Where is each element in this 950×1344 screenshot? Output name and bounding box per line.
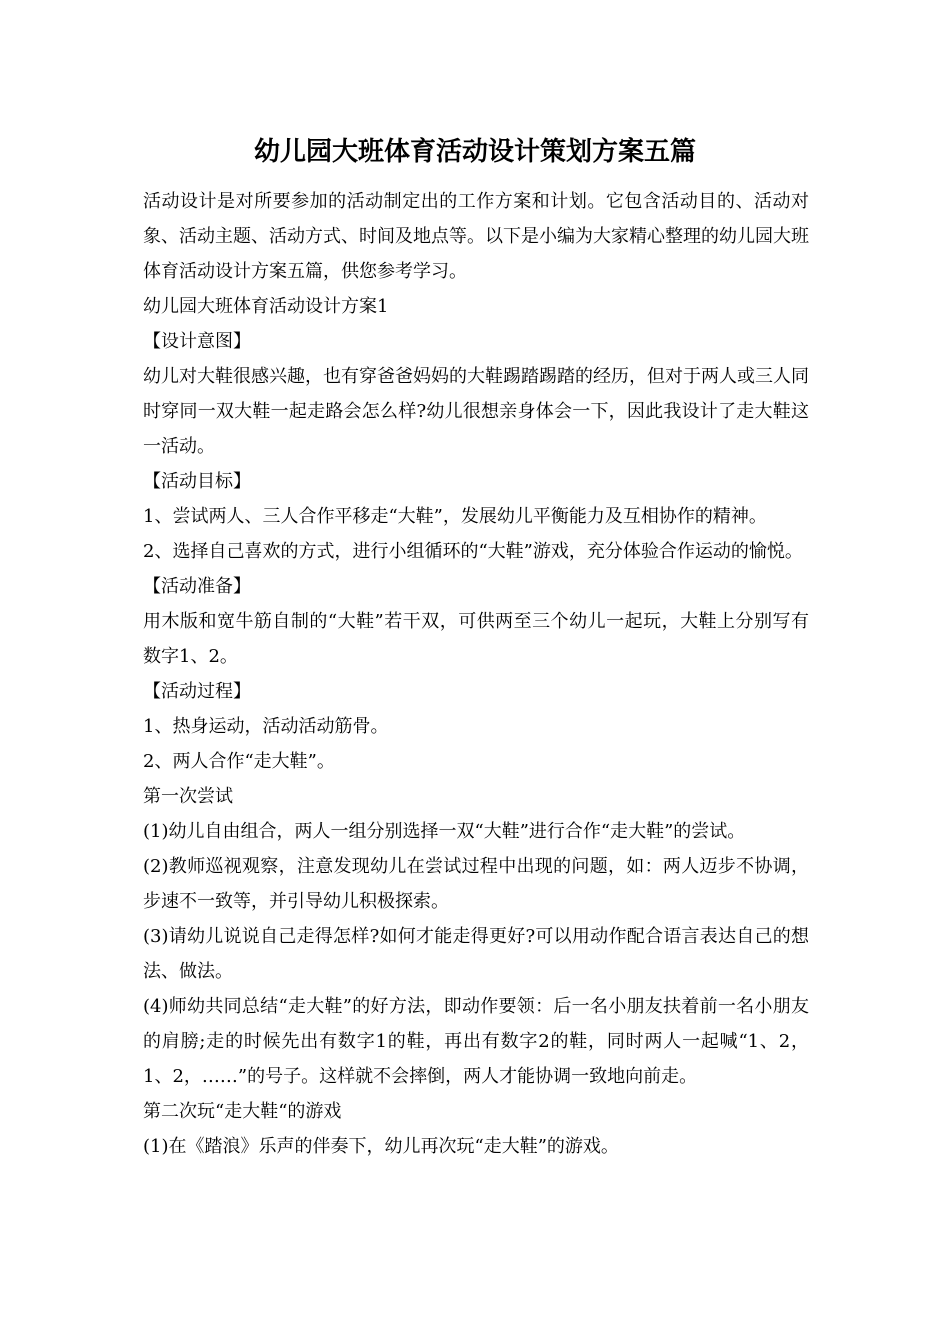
subheading-second-game: 第二次玩“走大鞋“的游戏 (143, 1101, 342, 1122)
document-title: 幼儿园大班体育活动设计策划方案五篇 (253, 137, 696, 167)
paragraph-preparation: 用木版和宽牛筋自制的“大鞋”若干双，可供两至三个幼儿一起玩，大鞋上分别写有数字1、2。 (143, 611, 809, 667)
attempt-item-2: (2)教师巡视观察，注意发现幼儿在尝试过程中出现的问题，如：两人迈步不协调，步速不一致等，并引导幼儿积极探索。 (143, 856, 809, 912)
heading-activity-goals: 【活动目标】 (143, 471, 251, 492)
process-step-1: 1、热身运动，活动活动筋骨。 (143, 716, 389, 737)
heading-activity-process: 【活动过程】 (143, 681, 251, 702)
second-game-item-1: (1)在《踏浪》乐声的伴奏下，幼儿再次玩“走大鞋”的游戏。 (143, 1136, 619, 1157)
heading-activity-preparation: 【活动准备】 (143, 576, 251, 597)
section-heading-plan-1: 幼儿园大班体育活动设计方案1 (143, 296, 389, 317)
goal-item-1: 1、尝试两人、三人合作平移走“大鞋”，发展幼儿平衡能力及互相协作的精神。 (143, 506, 767, 527)
attempt-item-3: (3)请幼儿说说自己走得怎样?如何才能走得更好?可以用动作配合语言表达自己的想法、做法。 (143, 926, 809, 982)
intro-paragraph: 活动设计是对所要参加的活动制定出的工作方案和计划。它包含活动目的、活动对象、活动主题、活动方式、时间及地点等。以下是小编为大家精心整理的幼儿园大班体育活动设计方案五篇，供您参考学习。 (143, 191, 809, 282)
attempt-item-4: (4)师幼共同总结“走大鞋”的好方法，即动作要领：后一名小朋友扶着前一名小朋友的肩膀;走的时候先出有数字1的鞋，再出有数字2的鞋，同时两人一起喊“1、2，1、2，……”的号子。这样就不会摔倒，两人才能协调一致地向前走。 (143, 996, 809, 1087)
document-body (143, 184, 809, 1164)
heading-design-intent: 【设计意图】 (143, 331, 251, 352)
process-step-2: 2、两人合作“走大鞋”。 (143, 751, 335, 772)
attempt-item-1: (1)幼儿自由组合，两人一组分别选择一双“大鞋”进行合作“走大鞋”的尝试。 (143, 821, 746, 842)
subheading-first-attempt: 第一次尝试 (143, 786, 233, 807)
paragraph-design-intent: 幼儿对大鞋很感兴趣，也有穿爸爸妈妈的大鞋踢踏踢踏的经历，但对于两人或三人同时穿同一双大鞋一起走路会怎么样?幼儿很想亲身体会一下，因此我设计了走大鞋这一活动。 (143, 366, 809, 457)
goal-item-2: 2、选择自己喜欢的方式，进行小组循环的“大鞋”游戏，充分体验合作运动的愉悦。 (143, 541, 803, 562)
